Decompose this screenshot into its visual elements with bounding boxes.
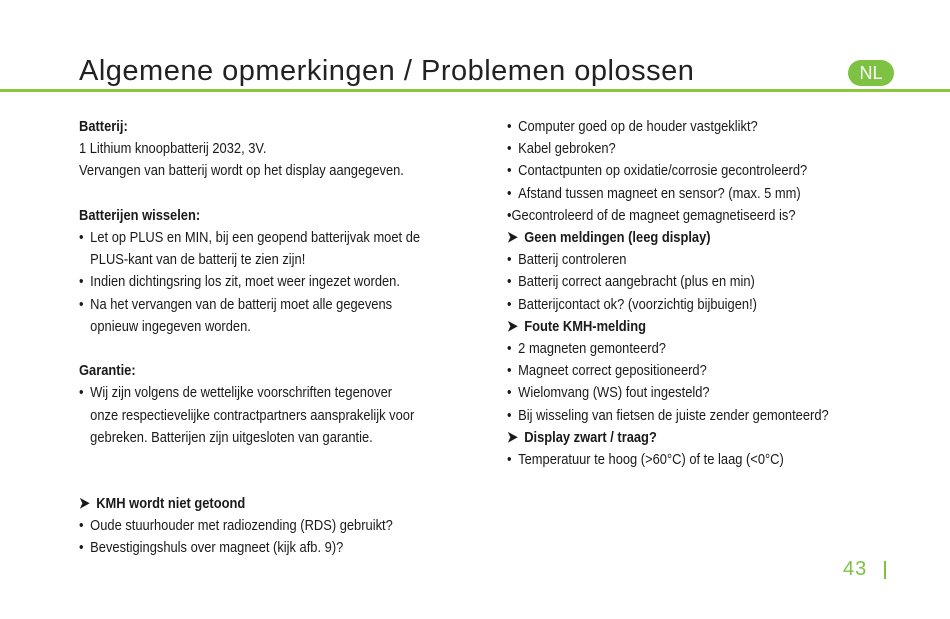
list-item: • Batterij controleren: [507, 249, 868, 271]
list-item: • Contactpunten op oxidatie/corrosie gecontroleerd?: [507, 160, 868, 182]
arrow-right-icon: ➤: [507, 229, 518, 247]
arrow-right-icon: ➤: [507, 317, 518, 335]
list-item-continuation: opnieuw ingegeven worden.: [90, 317, 251, 335]
list-item: • Magneet correct gepositioneerd?: [507, 360, 868, 382]
list-item: • 2 magneten gemonteerd?: [507, 338, 868, 360]
list-item-continuation: gebreken. Batterijen zijn uitgesloten van garantie.: [90, 428, 373, 446]
list-item: • Let op PLUS en MIN, bij een geopend batterijvak moet de: [79, 227, 423, 249]
bullet-icon: •: [507, 451, 512, 469]
no-messages-heading: ➤ Geen meldingen (leeg display): [507, 227, 868, 249]
display-heading: ➤ Display zwart / traag?: [507, 427, 868, 449]
bullet-icon: •: [79, 229, 84, 246]
battery-type-text: 1 Lithium knoopbatterij 2032, 3V.: [79, 140, 267, 158]
right-column: [507, 116, 927, 471]
bullet-icon: •: [507, 140, 512, 158]
bullet-icon: •: [79, 295, 84, 313]
bullet-icon: •: [507, 295, 512, 313]
page-number: 43: [843, 558, 868, 580]
bullet-icon: •: [507, 362, 512, 380]
kmh-not-shown-heading: ➤ KMH wordt niet getoond: [79, 493, 423, 515]
list-item: • Indien dichtingsring los zit, moet weer ingezet worden.: [79, 271, 423, 293]
list-item-continuation: onze respectievelijke contractpartners aansprakelijk voor: [90, 406, 415, 424]
bullet-icon: •: [507, 206, 512, 224]
language-badge: NL: [848, 60, 894, 86]
list-item: • Bevestigingshuls over magneet (kijk afb. 9)?: [79, 537, 423, 559]
battery-heading: Batterij:: [79, 118, 128, 135]
bullet-icon: •: [507, 273, 512, 291]
bullet-icon: •: [79, 273, 84, 291]
header-divider: [0, 89, 950, 92]
page-title: Algemene opmerkingen / Problemen oplossen: [79, 55, 695, 87]
list-item: • Temperatuur te hoog (>60°C) of te laag (<0°C): [507, 449, 868, 471]
bullet-icon: •: [507, 406, 512, 424]
list-item: • Computer goed op de houder vastgeklikt?: [507, 116, 868, 138]
wrong-kmh-heading: ➤ Foute KMH-melding: [507, 316, 868, 338]
bullet-icon: •: [507, 162, 512, 180]
page-number-bar: [884, 561, 886, 579]
bullet-icon: •: [507, 384, 512, 402]
bullet-icon: •: [507, 118, 512, 135]
change-battery-heading: Batterijen wisselen:: [79, 206, 201, 224]
list-item: • Wij zijn volgens de wettelijke voorschriften tegenover: [79, 382, 423, 404]
bullet-icon: •: [79, 517, 84, 535]
list-item-continuation: PLUS-kant van de batterij te zien zijn!: [90, 251, 306, 269]
bullet-icon: •: [507, 184, 512, 202]
list-item: • Kabel gebroken?: [507, 138, 868, 160]
bullet-icon: •: [507, 251, 512, 269]
battery-replace-text: Vervangen van batterij wordt op het display aangegeven.: [79, 162, 404, 180]
list-item: • Oude stuurhouder met radiozending (RDS) gebruikt?: [79, 515, 423, 537]
warranty-heading: Garantie:: [79, 362, 136, 380]
list-item: • Bij wisseling van fietsen de juiste zender gemonteerd?: [507, 405, 868, 427]
list-item: • Afstand tussen magneet en sensor? (max. 5 mm): [507, 183, 868, 205]
arrow-right-icon: ➤: [79, 495, 90, 513]
bullet-icon: •: [79, 539, 84, 557]
list-item: • Batterijcontact ok? (voorzichtig bijbuigen!): [507, 294, 868, 316]
left-column: [79, 116, 479, 560]
bullet-icon: •: [79, 384, 84, 402]
list-item: • Na het vervangen van de batterij moet alle gegevens: [79, 294, 423, 316]
list-item: •Gecontroleerd of de magneet gemagnetiseerd is?: [507, 206, 796, 224]
arrow-right-icon: ➤: [507, 428, 518, 446]
bullet-icon: •: [507, 340, 512, 358]
list-item: • Batterij correct aangebracht (plus en min): [507, 271, 868, 293]
list-item: • Wielomvang (WS) fout ingesteld?: [507, 382, 868, 404]
